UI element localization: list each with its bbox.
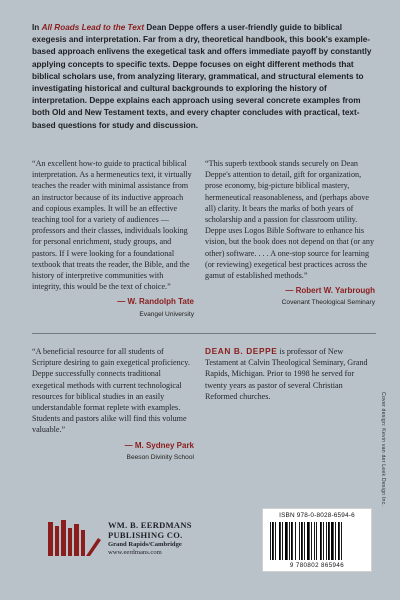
endorser-name: — Robert W. Yarbrough xyxy=(285,286,375,296)
endorsement-quote: “An excellent how-to guide to practical biblical interpretation. As a hermeneutics text, it virtually teaches the reader with minimal assistance from an instructor because of its inductive approach and copious examples. It will be an effective teaching tool for a variety of audiences — professors and their classes, individuals looking for personal enrichment, study groups, and pastors. If I were looking for a foundational textbook that treats the reader, the Bible, and the history of interpretive communities with integrity, this would be the text of choice.” xyxy=(32,159,192,292)
author-bio-text: is professor of New Testament at Calvin Theological Seminary, Grand Rapids, Michigan. Prior to 1998 he served for twenty years as pastor of several Christian Reformed churches. xyxy=(205,347,368,401)
endorsement-tate xyxy=(32,158,194,320)
book-title: All Roads Lead to the Text xyxy=(41,23,145,32)
barcode-digits: 9 780802 865946 xyxy=(289,562,345,569)
endorsement-quote: “This superb textbook stands securely on Dean Deppe's attention to detail, gift for organization, prose economy, big-picture biblical mastery, hermeneutical reasonableness, and (perhaps above all) clarity. It bears the marks of both years of scholarship and a passion for classroom utility. Deppe uses Logos Bible Software to enhance his vision, but the book does not depend on that (or any other) software. . . . A one-stop source for learning (or reviewing) exegetical best practices across the gamut of established methods.” xyxy=(205,159,375,281)
cover-design-credit: Cover design: Kevin van der Leek Design Inc. xyxy=(380,392,386,507)
book-description: In All Roads Lead to the Text Dean Deppe offers a user-friendly guide to biblical exegesis and interpretation. Far from a dry, theoretical handbook, this book's example-based approach enlivens the exegetical task and offers immediate payoff by constantly applying concepts to specific texts. Deppe focuses on eight different methods that biblical scholars use, from analyzing literary, grammatical, and structural elements to investigating historical and cultural backgrounds to exploring the history of interpretation. Deppe explains each approach using several concrete examples from both Old and New Testament texts, and every chapter concludes with practical, text-based questions for study and discussion. xyxy=(32,23,372,130)
endorser-institution: Evangel University xyxy=(139,310,194,318)
author-name: DEAN B. DEPPE xyxy=(205,346,278,356)
description-body: Dean Deppe offers a user-friendly guide to biblical exegesis and interpretation. Far from a dry, theoretical handbook, this book's example-based approach enlivens the exegetical task and offers immediate payoff by constantly applying concepts to specific texts. Deppe focuses on eight different methods that biblical scholars use, from analyzing literary, grammatical, and structural elements to investigating historical and cultural backgrounds to exploring the history of interpretation. Deppe explains each approach using several concrete examples from both Old and New Testament texts, and every chapter concludes with practical, text-based questions for study and discussion. xyxy=(32,23,372,130)
section-divider xyxy=(32,333,376,334)
publisher-location: Grand Rapids/Cambridge xyxy=(108,541,182,548)
endorsement-attribution xyxy=(32,296,194,319)
endorsement-attribution xyxy=(205,285,375,308)
eerdmans-logo-icon xyxy=(44,516,104,560)
isbn-text: ISBN 978-0-8028-6594-6 xyxy=(279,512,355,519)
endorser-name: — M. Sydney Park xyxy=(124,440,194,450)
author-bio xyxy=(205,346,375,402)
isbn-barcode xyxy=(262,508,372,572)
endorsement-quote: “A beneficial resource for all students of Scripture desiring to gain exegetical proficiency. Deppe successfully connects traditional exegetical methods with current technological resources for biblical studies in an easily understandable format replete with examples. Students and pastors alike will find this volume valuable.” xyxy=(32,347,190,435)
endorser-name: — W. Randolph Tate xyxy=(117,297,194,307)
endorser-institution: Covenant Theological Seminary xyxy=(281,299,375,307)
endorsement-park xyxy=(32,346,194,463)
endorsement-yarbrough xyxy=(205,158,375,309)
endorser-institution: Beeson Divinity School xyxy=(126,453,194,461)
publisher-website: www.eerdmans.com xyxy=(108,549,162,556)
publisher-name-line2: PUBLISHING CO. xyxy=(108,530,183,540)
endorsement-attribution xyxy=(32,440,194,463)
publisher-info xyxy=(108,520,192,557)
publisher-name-line1: WM. B. EERDMANS xyxy=(108,520,192,530)
barcode-bars xyxy=(269,522,365,560)
